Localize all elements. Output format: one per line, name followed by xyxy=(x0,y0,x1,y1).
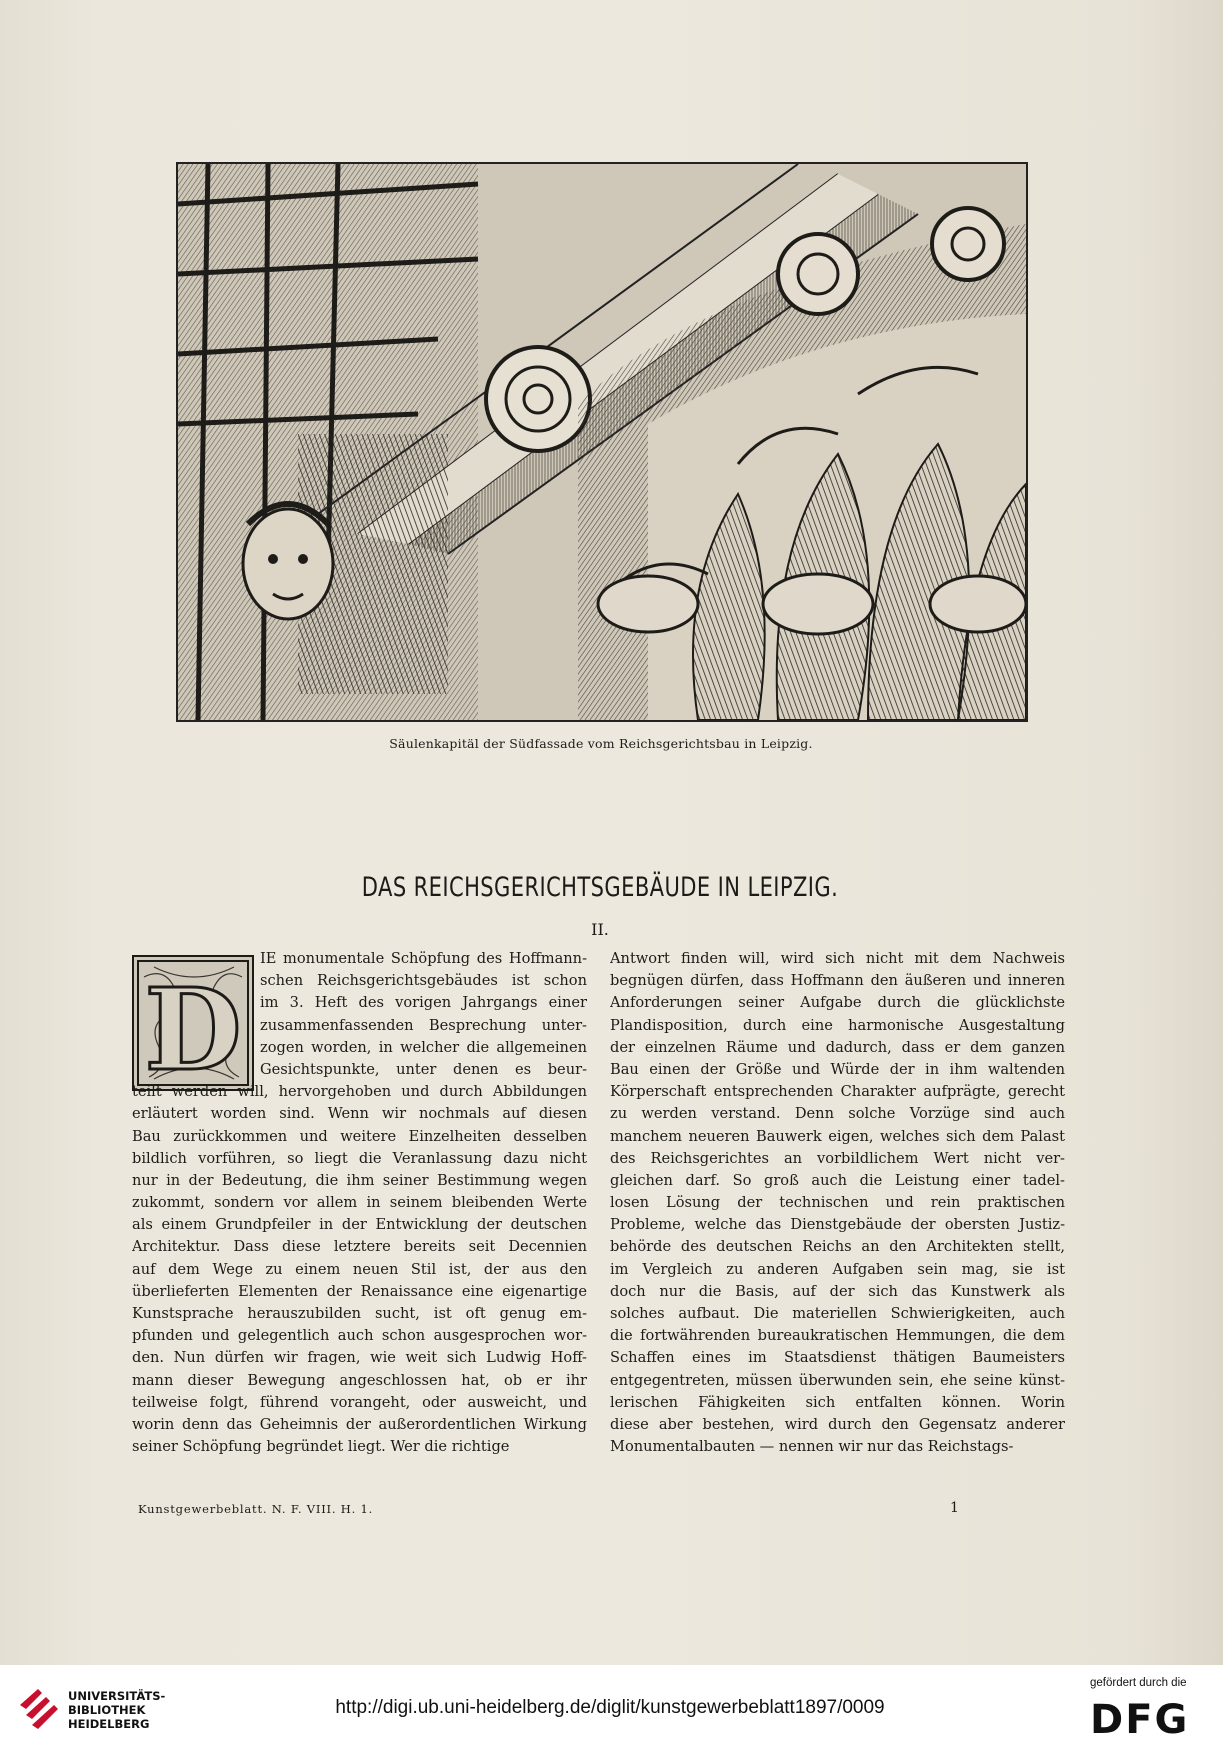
library-name-line: HEIDELBERG xyxy=(68,1717,150,1731)
text-line: überlieferten Elementen der Renaissance eine eigenartige xyxy=(132,1282,587,1300)
journal-signature: Kunstgewerbeblatt. N. F. VIII. H. 1. xyxy=(138,1502,374,1516)
article-title: DAS REICHSGERICHTSGEBÄUDE IN LEIPZIG. xyxy=(361,872,839,903)
text-line: teilt werden will, hervorgehoben und durch Abbildungen xyxy=(132,1083,587,1101)
digitization-footer-bar xyxy=(0,1665,1223,1756)
text-line: nur in der Bedeutung, die ihm seiner Bestimmung wegen xyxy=(132,1171,587,1189)
page-number: 1 xyxy=(950,1500,959,1516)
text-line: des Reichsgerichtes an vorbildlichem Wert nicht ver- xyxy=(610,1149,1065,1167)
text-line: entgegentreten, müssen überwunden sein, ehe seine künst- xyxy=(610,1371,1065,1389)
library-name-line: BIBLIOTHEK xyxy=(68,1703,146,1717)
text-line: zu werden verstand. Denn solche Vorzüge sind auch xyxy=(610,1105,1065,1123)
dropcap-letter: D xyxy=(144,965,242,1089)
text-line: schen Reichsgerichtsgebäudes ist schon xyxy=(260,972,587,990)
text-line: erläutert worden sind. Wenn wir nochmals auf diesen xyxy=(132,1105,587,1123)
text-line: der einzelnen Räume und dadurch, dass er dem ganzen xyxy=(610,1038,1065,1056)
text-line: Schaffen eines im Staatsdienst thätigen Baumeisters xyxy=(610,1349,1065,1367)
text-line: worin denn das Geheimnis der außerordentlichen Wirkung xyxy=(132,1415,587,1433)
text-line: Plandisposition, durch eine harmonische Ausgestaltung xyxy=(610,1016,1065,1034)
text-line: auf dem Wege zu einem neuen Stil ist, der aus den xyxy=(132,1260,587,1278)
text-line: doch nur die Basis, auf der sich das Kunstwerk als xyxy=(610,1282,1065,1300)
text-line: mann dieser Bewegung angeschlossen hat, ob er ihr xyxy=(132,1371,587,1389)
text-line: Kunstsprache herauszubilden sucht, ist oft genug em- xyxy=(132,1305,587,1322)
text-line: Bau zurückkommen und weitere Einzelheiten desselben xyxy=(132,1127,587,1145)
column-capital-engraving xyxy=(176,162,1028,722)
library-name-line: UNIVERSITÄTS- xyxy=(68,1689,166,1703)
text-line: solches aufbaut. Die materiellen Schwierigkeiten, auch xyxy=(610,1305,1065,1322)
text-line: seiner Schöpfung begründet liegt. Wer die richtige xyxy=(132,1438,510,1456)
dfg-logo[interactable]: DFG xyxy=(1090,1697,1190,1743)
article-part-number: II. xyxy=(591,920,609,939)
text-line: Architektur. Dass diese letztere bereits seit Decennien xyxy=(132,1238,587,1256)
text-line: zusammenfassenden Besprechung unter- xyxy=(260,1016,587,1034)
text-line: manchem neueren Bauwerk eigen, welches sich dem Palast xyxy=(610,1127,1065,1145)
right-column xyxy=(610,948,1065,1458)
text-line: pfunden und gelegentlich auch schon ausgesprochen wor- xyxy=(132,1327,587,1345)
text-line: Gesichtspunkte, unter denen es beur- xyxy=(260,1060,587,1078)
text-line: teilweise folgt, führend vorangeht, oder ausweicht, und xyxy=(132,1393,587,1411)
text-line: bildlich vorführen, so liegt die Veranlassung dazu nicht xyxy=(132,1149,587,1167)
text-line: Anforderungen seiner Aufgabe durch die glücklichste xyxy=(610,994,1065,1012)
text-line: gleichen darf. So groß auch die Leistung einer tadel- xyxy=(610,1171,1065,1189)
text-line: Bau einen der Größe und Würde der in ihm waltenden xyxy=(610,1060,1065,1078)
text-line: im Vergleich zu anderen Aufgaben sein mag, sie ist xyxy=(610,1260,1065,1278)
text-line: diese aber bestehen, wird durch den Gegensatz anderer xyxy=(610,1415,1065,1433)
text-line: IE monumentale Schöpfung des Hoffmann- xyxy=(260,950,587,967)
text-line: begnügen dürfen, dass Hoffmann den äußeren und inneren xyxy=(610,972,1065,990)
text-line: behörde des deutschen Reichs an den Architekten stellt, xyxy=(610,1238,1065,1256)
text-line: zogen worden, in welcher die allgemeinen xyxy=(260,1038,587,1056)
ub-heidelberg-logo-icon[interactable] xyxy=(16,1685,60,1735)
text-line: die fortwährenden bureaukratischen Hemmungen, die dem xyxy=(610,1327,1065,1345)
text-line: Körperschaft entsprechenden Charakter aufprägte, gerecht xyxy=(610,1083,1065,1101)
text-line: den. Nun dürfen wir fragen, wie weit sich Ludwig Hoff- xyxy=(132,1349,587,1367)
figure-caption: Säulenkapitäl der Südfassade vom Reichsgerichtsbau in Leipzig. xyxy=(389,736,813,751)
permalink-url[interactable]: http://digi.ub.uni-heidelberg.de/diglit/kunstgewerbeblatt1897/0009 xyxy=(335,1697,885,1718)
text-line: Probleme, welche das Dienstgebäude der obersten Justiz- xyxy=(610,1216,1065,1234)
text-line: lerischen Fähigkeiten sich entfalten können. Worin xyxy=(610,1393,1065,1411)
text-line: Monumentalbauten — nennen wir nur das Reichstags- xyxy=(610,1438,1014,1456)
left-column xyxy=(132,948,587,1458)
text-line: zukommt, sondern vor allem in seinem bleibenden Werte xyxy=(132,1194,587,1212)
text-line: losen Lösung der technischen und rein praktischen xyxy=(610,1194,1065,1212)
funding-label: gefördert durch die xyxy=(1090,1677,1187,1689)
text-line: Antwort finden will, wird sich nicht mit dem Nachweis xyxy=(610,950,1065,967)
text-line: als einem Grundpfeiler in der Entwicklung der deutschen xyxy=(132,1216,587,1234)
text-line: im 3. Heft des vorigen Jahrgangs einer xyxy=(260,994,587,1012)
library-name[interactable] xyxy=(68,1689,165,1731)
